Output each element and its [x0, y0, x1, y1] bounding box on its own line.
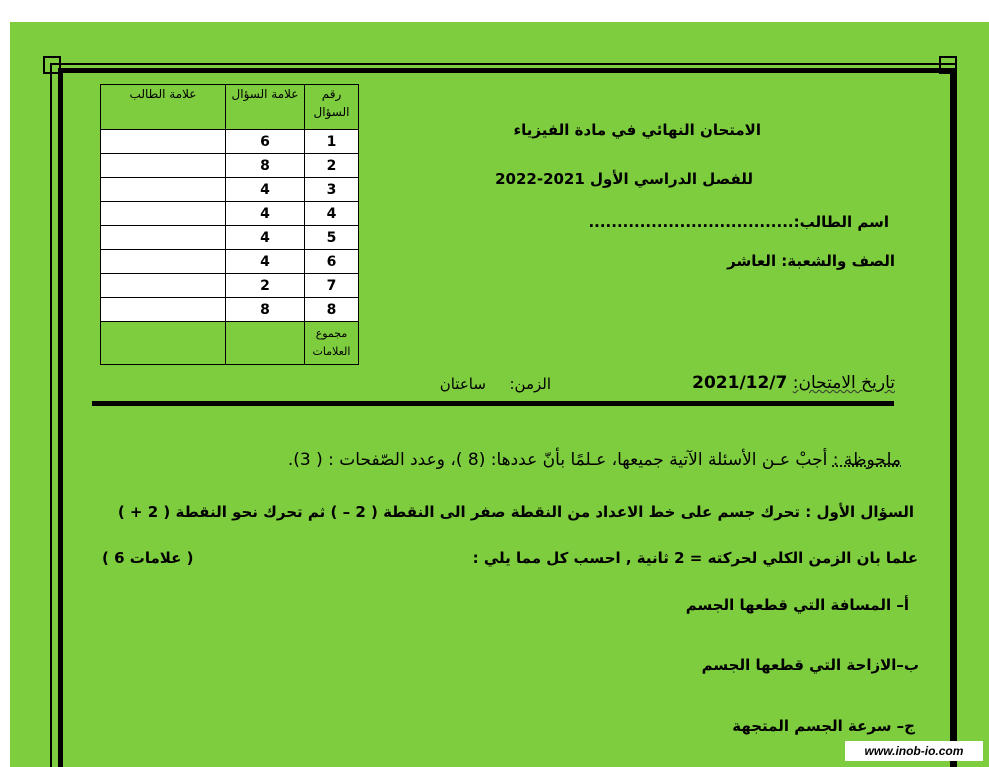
question-mark: 8: [226, 298, 305, 322]
question-mark: 4: [226, 202, 305, 226]
table-row: [101, 298, 359, 322]
instructions-note: [288, 450, 901, 470]
question-1-label: السؤال الأول :: [805, 503, 914, 521]
exam-title: الامتحان النهائي في مادة الفيزياء: [513, 121, 761, 139]
website-watermark: www.inob-io.com: [845, 741, 983, 761]
question-number: 4: [305, 202, 359, 226]
total-label: مجموع العلامات: [305, 322, 359, 365]
question-number: 8: [305, 298, 359, 322]
question-number: 1: [305, 130, 359, 154]
question-1-line-2: علما بان الزمن الكلي لحركته = 2 ثانية , احسب كل مما يلي :: [472, 549, 918, 567]
student-mark-cell[interactable]: [101, 298, 226, 322]
question-mark: 4: [226, 178, 305, 202]
table-row: [101, 226, 359, 250]
note-label: ملحوظة :: [832, 450, 901, 470]
question-mark: 6: [226, 130, 305, 154]
total-student-mark-cell[interactable]: [101, 322, 226, 365]
student-mark-cell[interactable]: [101, 250, 226, 274]
question-number: 5: [305, 226, 359, 250]
table-header-row: [101, 85, 359, 130]
question-number: 6: [305, 250, 359, 274]
date-value: 2021/12/7: [692, 373, 788, 393]
table-row: [101, 178, 359, 202]
border-corner: [43, 56, 61, 74]
student-name-field[interactable]: اسم الطالب:....................................: [588, 213, 889, 231]
student-mark-cell[interactable]: [101, 226, 226, 250]
question-number: 7: [305, 274, 359, 298]
header-question-number: رقم السؤال: [305, 85, 359, 130]
exam-time-line: [440, 375, 551, 393]
table-row: [101, 250, 359, 274]
note-text: أجبْ عـن الأسئلة الآتية جميعها، عـلمًا بأنّ عددها: (8 )، وعدد الصّفحات : ( 3).: [287, 450, 828, 470]
student-mark-cell[interactable]: [101, 154, 226, 178]
grades-table: [100, 84, 359, 365]
table-row: [101, 154, 359, 178]
total-question-marks: [226, 322, 305, 365]
class-section-line: الصف والشعبة: العاشر: [727, 252, 895, 270]
header-student-mark: علامة الطالب: [101, 85, 226, 130]
student-mark-cell[interactable]: [101, 202, 226, 226]
header-divider: [92, 401, 894, 406]
question-1-line-1: [118, 503, 914, 521]
border-corner: [939, 56, 957, 74]
question-mark: 4: [226, 250, 305, 274]
student-mark-cell[interactable]: [101, 130, 226, 154]
table-row: [101, 274, 359, 298]
table-total-row: [101, 322, 359, 365]
exam-page: [10, 22, 989, 767]
header-question-mark: علامة السؤال: [226, 85, 305, 130]
part-c: ج– سرعة الجسم المتجهة: [732, 717, 915, 735]
exam-date-line: [692, 373, 895, 393]
student-mark-cell[interactable]: [101, 178, 226, 202]
part-a: أ– المسافة التي قطعها الجسم: [685, 596, 909, 614]
part-b: ب–الازاحة التي قطعها الجسم: [701, 656, 919, 674]
question-number: 3: [305, 178, 359, 202]
table-row: [101, 202, 359, 226]
question-mark: 8: [226, 154, 305, 178]
student-mark-cell[interactable]: [101, 274, 226, 298]
question-number: 2: [305, 154, 359, 178]
date-label: تاريخ الامتحان:: [792, 373, 895, 393]
question-1-marks: ( 6 علامات ): [102, 549, 194, 567]
question-mark: 2: [226, 274, 305, 298]
time-value: ساعتان: [439, 375, 486, 393]
time-label: الزمن:: [509, 375, 551, 393]
semester-line: للفصل الدراسي الأول 2021-2022: [495, 170, 753, 188]
table-row: [101, 130, 359, 154]
question-mark: 4: [226, 226, 305, 250]
question-1-text: تحرك جسم على خط الاعداد من النقطة صفر الى النقطة ( 2 – ) ثم تحرك نحو النقطة ( 2 + ): [117, 503, 801, 521]
